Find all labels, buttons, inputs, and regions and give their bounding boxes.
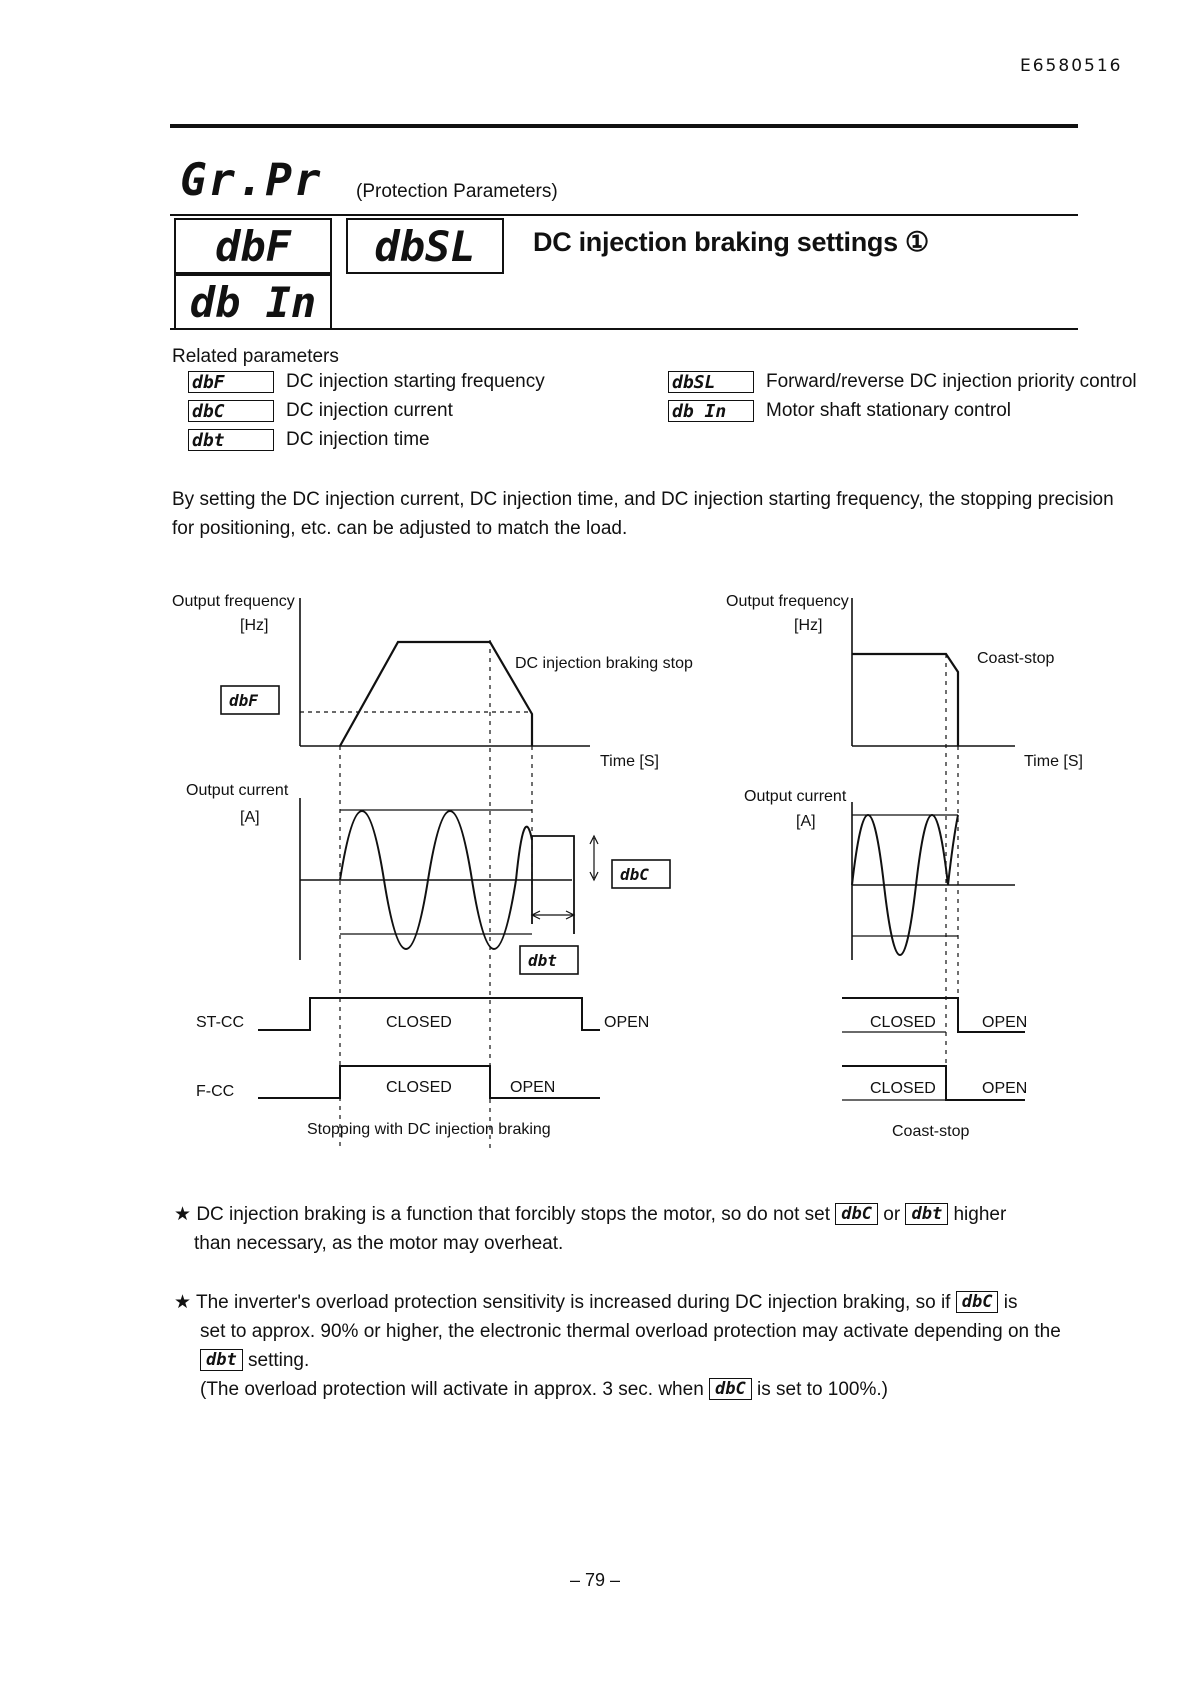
related-item	[188, 398, 545, 424]
timing-diagrams	[0, 570, 1190, 1150]
left-stop-label: DC injection braking stop	[515, 655, 693, 672]
related-item	[188, 369, 545, 395]
inline-code-dbt: dbt	[200, 1349, 243, 1371]
note-text: or	[883, 1204, 901, 1225]
left-current-unit: [A]	[240, 809, 260, 826]
left-dbc-code: dbC	[620, 865, 649, 884]
left-time-label: Time [S]	[600, 753, 659, 770]
note-text: is	[1003, 1292, 1018, 1313]
left-dc-step	[532, 836, 574, 934]
top-rule	[170, 124, 1078, 128]
note-text: DC injection braking is a function that forcibly stops the motor, so do not set	[196, 1204, 830, 1225]
right-fcc-closed: CLOSED	[870, 1080, 936, 1097]
inline-code-dbc: dbC	[709, 1378, 752, 1400]
related-desc: DC injection current	[286, 400, 453, 421]
right-current-label: Output current	[744, 788, 847, 805]
intro-paragraph	[172, 485, 1152, 543]
param-code-box-dbsl: dbSL	[346, 218, 504, 274]
related-desc: DC injection starting frequency	[286, 371, 545, 392]
right-stcc-open: OPEN	[982, 1014, 1028, 1031]
note-text: higher	[953, 1204, 1007, 1225]
related-code: db In	[668, 400, 754, 422]
star-icon: ★	[174, 1204, 192, 1225]
left-freq-label: Output frequency	[172, 593, 295, 610]
related-code: dbF	[188, 371, 274, 393]
note-2-line-2: set to approx. 90% or higher, the electronic thermal overload protection may activate depending on the	[200, 1321, 1061, 1342]
inline-code-dbc: dbC	[835, 1203, 878, 1225]
note-1-line-2: than necessary, as the motor may overheat.	[194, 1233, 564, 1254]
left-caption: Stopping with DC injection braking	[307, 1121, 551, 1138]
right-time-label: Time [S]	[1024, 753, 1083, 770]
related-list-right	[668, 369, 1137, 424]
related-item	[668, 369, 1137, 395]
related-code: dbt	[188, 429, 274, 451]
section-bottom-rule	[170, 328, 1078, 330]
left-dbt-code: dbt	[528, 951, 557, 970]
note-2-line-1	[174, 1288, 1134, 1317]
left-freq-unit: [Hz]	[240, 617, 269, 634]
page-number: – 79 –	[569, 1570, 621, 1590]
document-id: E6580516	[1020, 56, 1123, 76]
section-title: DC injection braking settings ①	[533, 227, 929, 257]
note-text: The inverter's overload protection sensitivity is increased during DC injection braking, so if	[195, 1292, 951, 1313]
param-code-box-dbf: dbF	[174, 218, 332, 274]
param-code-box-dbin: db In	[174, 274, 332, 330]
group-code: Gr.Pr	[180, 155, 323, 206]
left-fcc-label: F-CC	[196, 1083, 235, 1100]
right-current-unit: [A]	[796, 813, 816, 830]
related-desc: DC injection time	[286, 429, 430, 450]
left-dbf-code: dbF	[229, 691, 258, 710]
related-list-left	[188, 369, 545, 453]
related-desc: Motor shaft stationary control	[766, 400, 1011, 421]
left-stcc-closed: CLOSED	[386, 1014, 452, 1031]
left-fcc-open: OPEN	[510, 1079, 556, 1096]
right-freq-profile	[852, 654, 958, 746]
note-1	[174, 1200, 1134, 1258]
right-freq-unit: [Hz]	[794, 617, 823, 634]
intro-line: for positioning, etc. can be adjusted to match the load.	[172, 518, 628, 539]
inline-code-dbt: dbt	[905, 1203, 948, 1225]
note-1-line-1	[174, 1200, 1134, 1229]
note-text: setting.	[248, 1350, 310, 1371]
left-fcc-closed: CLOSED	[386, 1079, 452, 1096]
related-item	[188, 427, 545, 453]
left-current-label: Output current	[186, 782, 289, 799]
related-item	[668, 398, 1137, 424]
related-code: dbC	[188, 400, 274, 422]
intro-line: By setting the DC injection current, DC injection time, and DC injection starting frequency, the stopping precision	[172, 489, 1114, 510]
note-2-line-3	[174, 1346, 1134, 1375]
right-stcc-closed: CLOSED	[870, 1014, 936, 1031]
related-desc: Forward/reverse DC injection priority control	[766, 371, 1137, 392]
related-code: dbSL	[668, 371, 754, 393]
group-label: (Protection Parameters)	[356, 181, 558, 202]
left-stcc-label: ST-CC	[196, 1014, 244, 1031]
note-2	[174, 1288, 1134, 1404]
star-icon: ★	[174, 1292, 192, 1313]
right-caption: Coast-stop	[892, 1123, 970, 1140]
related-parameters-title: Related parameters	[172, 346, 339, 367]
note-2-line-4	[174, 1375, 1134, 1404]
inline-code-dbc: dbC	[956, 1291, 999, 1313]
note-text: is set to 100%.)	[757, 1379, 888, 1400]
right-fcc-open: OPEN	[982, 1080, 1028, 1097]
right-freq-label: Output frequency	[726, 593, 849, 610]
section-top-rule	[170, 214, 1078, 216]
left-freq-profile	[340, 642, 532, 746]
left-stcc-open: OPEN	[604, 1014, 650, 1031]
right-coast-label: Coast-stop	[977, 650, 1055, 667]
note-text: (The overload protection will activate in approx. 3 sec. when	[200, 1379, 704, 1400]
